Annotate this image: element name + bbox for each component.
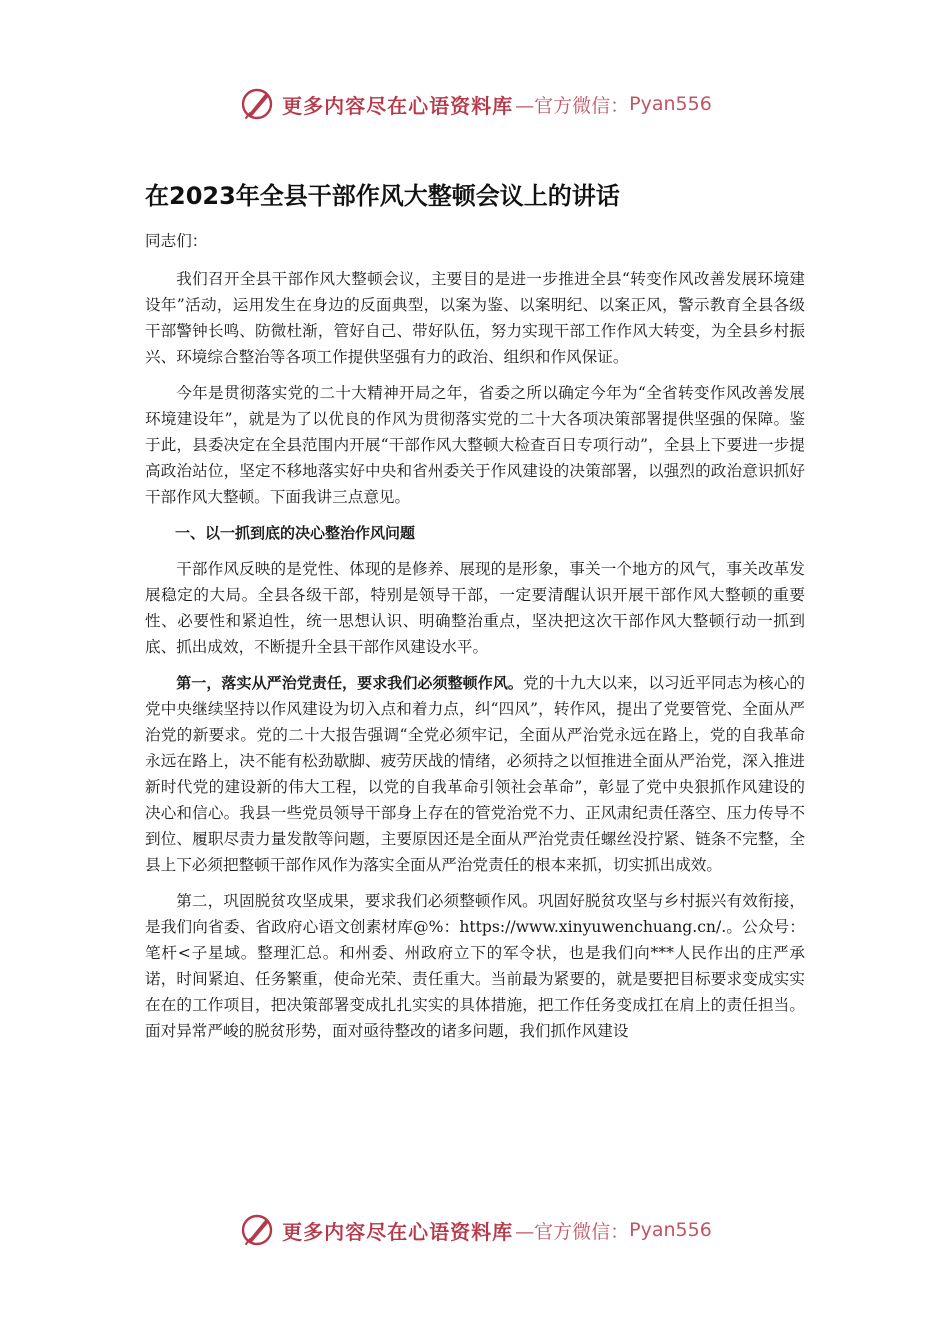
paragraph-2: 今年是贯彻落实党的二十大精神开局之年，省委之所以确定今年为“全省转变作风改善发展环境建设年”，就是为了以优良的作风为贯彻落实党的二十大各项决策部署提供坚强的保障。鉴于此，县委决定在全县范围内开展“干部作风大整顿大检查百日专项行动”，全县上下要进一步提高政治站位，坚定不移地落实好中央和省州委关于作风建设的决策部署，以强烈的政治意识抓好干部作风大整顿。下面我讲三点意见。 [145,384,805,506]
watermark-main-text: 更多内容尽在心语资料库 [282,1219,514,1244]
document-body [145,228,805,1054]
section-heading-1: 一、以一抓到底的决心整治作风问题 [175,524,416,542]
paragraph-4-lead: 第一，落实从严治党责任，要求我们必须整顿作风。 [176,674,523,692]
watermark-footer [0,1208,950,1252]
paragraph-3: 干部作风反映的是党性、体现的是修养、展现的是形象，事关一个地方的风气，事关改革发展稳定的大局。全县各级干部，特别是领导干部，一定要清醒认识开展干部作风大整顿的重要性、必要性和紧迫性，统一思想认识、明确整治重点，坚决把这次干部作风大整顿行动一抓到底、抓出成效，不断提升全县干部作风建设水平。 [145,560,805,656]
quill-pen-logo-icon [238,1210,278,1250]
document-title: 在2023年全县干部作风大整顿会议上的讲话 [145,182,620,210]
quill-pen-logo-icon [238,84,278,124]
paragraph-5: 第二，巩固脱贫攻坚成果，要求我们必须整顿作风。巩固好脱贫攻坚与乡村振兴有效衔接，是我们向省委、省政府心语文创素材库@%：https://www.xinyuwenchuang.cn/.。公众号：笔杆<子星域。整理汇总。和州委、州政府立下的军令状，也是我们向***人民作出的庄严承诺，时间紧迫、任务繁重，使命光荣、责任重大。当前最为紧要的，就是要把目标要求变成实实在在的工作项目，把决策部署变成扎扎实实的具体措施，把工作任务变成扛在肩上的责任担当。面对异常严峻的脱贫形势，面对亟待整改的诸多问题，我们抓作风建设 [145,892,805,1040]
paragraph-1: 我们召开全县干部作风大整顿会议，主要目的是进一步推进全县“转变作风改善发展环境建设年”活动，运用发生在身边的反面典型，以案为鉴、以案明纪、以案正风，警示教育全县各级干部警钟长鸣、防微杜渐，管好自己、带好队伍，努力实现干部工作作风大转变，为全县乡村振兴、环境综合整治等各项工作提供坚强有力的政治、组织和作风保证。 [145,270,805,366]
watermark-header [0,82,950,126]
salutation: 同志们： [145,232,208,250]
watermark-main-text: 更多内容尽在心语资料库 [282,93,514,118]
watermark-sub-text: —官方微信： [515,94,630,117]
paragraph-4 [145,670,805,878]
watermark-handle: Pyan556 [629,93,712,115]
watermark-handle: Pyan556 [629,1219,712,1241]
paragraph-4-text: 党的十九大以来，以习近平同志为核心的党中央继续坚持以作风建设为切入点和着力点，纠“四风”，转作风，提出了党要管党、全面从严治党的新要求。党的二十大报告强调“全党必须牢记，全面从严治党永远在路上，党的自我革命永远在路上，决不能有松劲歇脚、疲劳厌战的情绪，必须持之以恒推进全面从严治党，深入推进新时代党的建设新的伟大工程，以党的自我革命引领社会革命”，彰显了党中央狠抓作风建设的决心和信心。我县一些党员领导干部身上存在的管党治党不力、正风肃纪责任落空、压力传导不到位、履职尽责力量发散等问题，主要原因还是全面从严治党责任螺丝没拧紧、链条不完整，全县上下必须把整顿干部作风作为落实全面从严治党责任的根本来抓，切实抓出成效。 [145,674,805,874]
watermark-sub-text: —官方微信： [515,1220,630,1243]
